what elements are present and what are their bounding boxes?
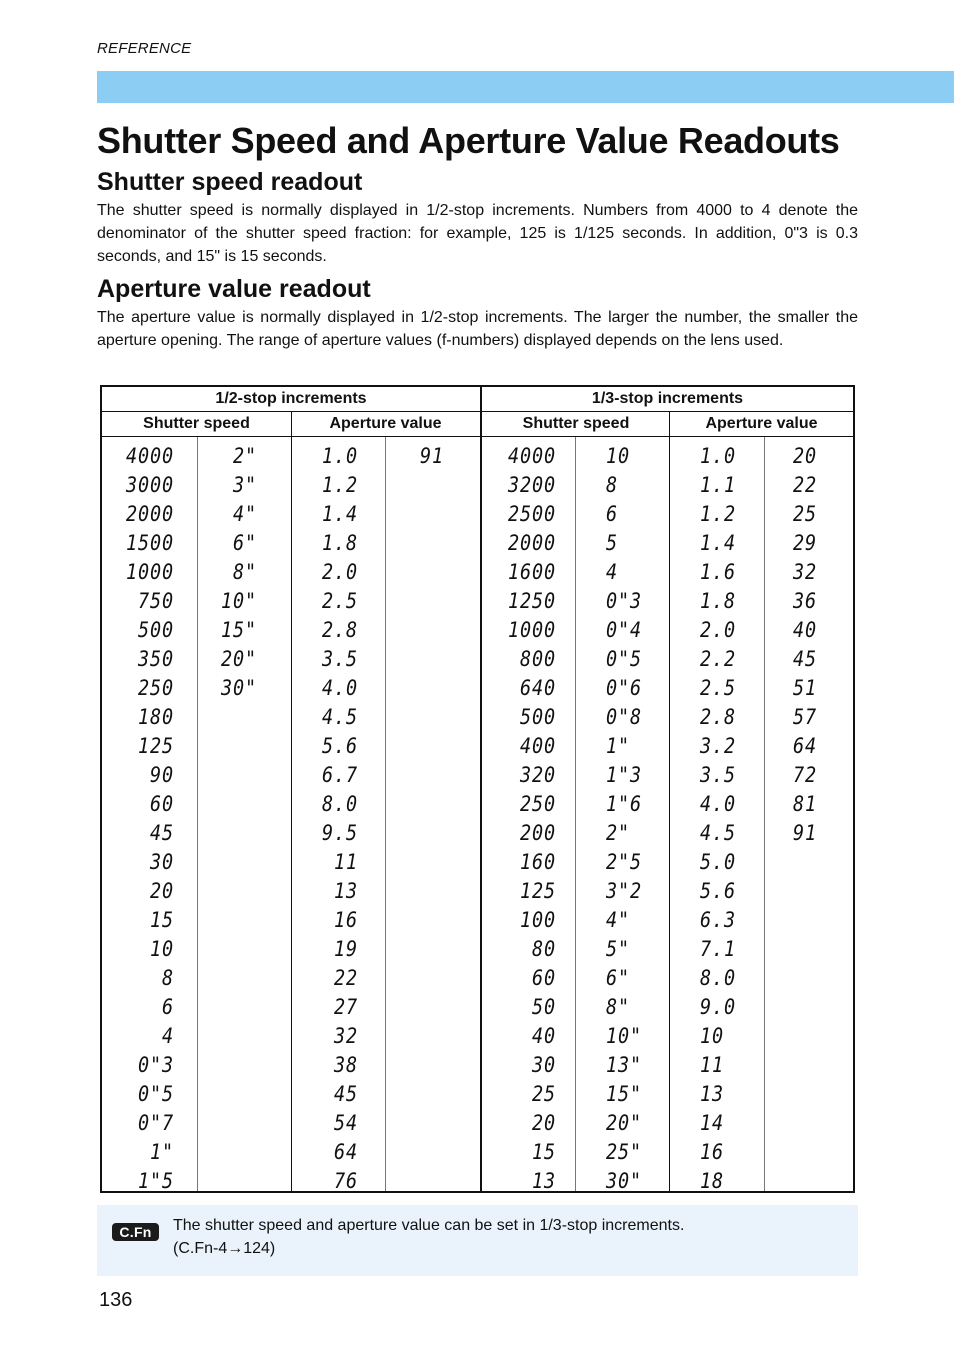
- third-shutter-value: 50: [531, 995, 556, 1019]
- group-header-half-stop: 1/2-stop increments: [215, 390, 367, 407]
- third-aperture-value: 5.0: [700, 850, 737, 874]
- half-aperture-column-2: [398, 442, 444, 471]
- half-shutter-value: 1": [149, 1140, 174, 1164]
- third-shutter-value: 1"6: [606, 792, 643, 816]
- half-aperture-column-1: [302, 442, 358, 1196]
- half-aperture-value: 32: [333, 1024, 358, 1048]
- third-aperture-value: 45: [793, 647, 818, 671]
- third-shutter-value: 1": [606, 734, 631, 758]
- divider-half-columns: [291, 412, 292, 1191]
- third-shutter-value: 0"4: [606, 618, 643, 642]
- third-aperture-value: 16: [700, 1140, 725, 1164]
- third-shutter-value: 25: [531, 1082, 556, 1106]
- third-shutter-value: 13": [606, 1053, 643, 1077]
- col-header-third-shutter: Shutter speed: [522, 415, 630, 432]
- half-shutter-value: 0"3: [137, 1053, 174, 1077]
- third-aperture-column-2: [793, 442, 845, 848]
- third-aperture-value: 5.6: [700, 879, 737, 903]
- third-aperture-value: 40: [793, 618, 818, 642]
- half-aperture-value: 2.8: [321, 618, 358, 642]
- half-shutter-value: 10": [220, 589, 257, 613]
- third-shutter-value: 0"5: [606, 647, 643, 671]
- third-shutter-value: 40: [531, 1024, 556, 1048]
- shutter-speed-heading: Shutter speed readout: [97, 168, 363, 196]
- half-aperture-value: 38: [333, 1053, 358, 1077]
- third-aperture-value: 72: [793, 763, 818, 787]
- half-aperture-value: 1.2: [321, 473, 358, 497]
- custom-function-note: [97, 1205, 858, 1276]
- third-shutter-value: 30": [606, 1169, 643, 1193]
- divider-third-columns: [669, 412, 670, 1191]
- half-shutter-value: 0"7: [137, 1111, 174, 1135]
- half-shutter-value: 60: [149, 792, 174, 816]
- col-header-half-shutter: Shutter speed: [143, 415, 250, 432]
- half-shutter-value: 1"5: [137, 1169, 174, 1193]
- third-shutter-value: 15": [606, 1082, 643, 1106]
- half-aperture-value: 27: [333, 995, 358, 1019]
- half-shutter-value: 1500: [125, 531, 174, 555]
- third-aperture-value: 64: [793, 734, 818, 758]
- third-shutter-value: 400: [519, 734, 556, 758]
- third-aperture-value: 2.2: [700, 647, 737, 671]
- divider-group: [480, 387, 482, 1191]
- half-aperture-value: 3.5: [321, 647, 358, 671]
- third-shutter-value: 1250: [507, 589, 556, 613]
- half-aperture-value: 9.5: [321, 821, 358, 845]
- third-aperture-value: 14: [700, 1111, 725, 1135]
- half-shutter-value: 125: [137, 734, 174, 758]
- half-shutter-value: 350: [137, 647, 174, 671]
- half-shutter-value: 20": [220, 647, 257, 671]
- half-shutter-value: 20: [149, 879, 174, 903]
- half-shutter-value: 30": [220, 676, 257, 700]
- third-aperture-value: 1.2: [700, 502, 737, 526]
- aperture-value-heading: Aperture value readout: [97, 275, 371, 303]
- section-label: REFERENCE: [97, 40, 192, 57]
- half-aperture-value: 8.0: [321, 792, 358, 816]
- third-aperture-value: 20: [793, 444, 818, 468]
- third-shutter-value: 8": [606, 995, 631, 1019]
- half-shutter-value: 180: [137, 705, 174, 729]
- half-aperture-value: 1.0: [321, 444, 358, 468]
- third-aperture-value: 1.6: [700, 560, 737, 584]
- third-aperture-value: 9.0: [700, 995, 737, 1019]
- half-aperture-value: 5.6: [321, 734, 358, 758]
- table-column-header-row: [102, 412, 853, 437]
- third-aperture-value: 29: [793, 531, 818, 555]
- half-shutter-value: 1000: [125, 560, 174, 584]
- readout-table: [100, 385, 855, 1193]
- half-aperture-value: 11: [333, 850, 358, 874]
- table-group-header-row: [102, 387, 853, 412]
- third-shutter-value: 200: [519, 821, 556, 845]
- half-aperture-value: 19: [333, 937, 358, 961]
- third-shutter-value: 2": [606, 821, 631, 845]
- third-shutter-value: 2"5: [606, 850, 643, 874]
- third-aperture-value: 6.3: [700, 908, 737, 932]
- third-shutter-value: 4: [606, 560, 619, 584]
- third-aperture-value: 4.0: [700, 792, 737, 816]
- third-shutter-value: 4": [606, 908, 631, 932]
- third-aperture-value: 25: [793, 502, 818, 526]
- third-shutter-value: 100: [519, 908, 556, 932]
- third-aperture-value: 10: [700, 1024, 725, 1048]
- third-aperture-value: 7.1: [700, 937, 737, 961]
- third-aperture-value: 2.5: [700, 676, 737, 700]
- third-shutter-value: 640: [519, 676, 556, 700]
- half-shutter-value: 10: [149, 937, 174, 961]
- third-shutter-value: 5: [606, 531, 619, 555]
- custom-function-icon: C.Fn: [112, 1223, 159, 1241]
- half-aperture-value: 2.5: [321, 589, 358, 613]
- third-aperture-value: 51: [793, 676, 818, 700]
- half-aperture-value: 13: [333, 879, 358, 903]
- note-text: [173, 1214, 813, 1260]
- third-shutter-value: 20": [606, 1111, 643, 1135]
- third-shutter-value: 250: [519, 792, 556, 816]
- third-shutter-value: 160: [519, 850, 556, 874]
- third-aperture-value: 8.0: [700, 966, 737, 990]
- half-shutter-value: 750: [137, 589, 174, 613]
- half-shutter-value: 6: [161, 995, 174, 1019]
- third-aperture-value: 3.2: [700, 734, 737, 758]
- half-aperture-value: 45: [333, 1082, 358, 1106]
- third-shutter-value: 30: [531, 1053, 556, 1077]
- third-aperture-value: 2.0: [700, 618, 737, 642]
- half-shutter-value: 3": [232, 473, 257, 497]
- third-shutter-value: 3200: [507, 473, 556, 497]
- third-aperture-value: 91: [793, 821, 818, 845]
- third-shutter-value: 15: [531, 1140, 556, 1164]
- half-shutter-value: 250: [137, 676, 174, 700]
- half-shutter-value: 15": [220, 618, 257, 642]
- half-shutter-value: 15: [149, 908, 174, 932]
- third-shutter-value: 60: [531, 966, 556, 990]
- col-header-half-aperture: Aperture value: [329, 415, 442, 432]
- note-text-line-2: (C.Fn-4→124): [173, 1240, 276, 1257]
- third-shutter-value: 10": [606, 1024, 643, 1048]
- third-shutter-value: 800: [519, 647, 556, 671]
- half-shutter-value: 3000: [125, 473, 174, 497]
- half-aperture-value: 2.0: [321, 560, 358, 584]
- third-shutter-value: 20: [531, 1111, 556, 1135]
- third-shutter-value: 10: [606, 444, 631, 468]
- third-shutter-value: 13: [531, 1169, 556, 1193]
- third-shutter-value: 80: [531, 937, 556, 961]
- half-shutter-value: 0"5: [137, 1082, 174, 1106]
- third-shutter-value: 125: [519, 879, 556, 903]
- third-shutter-value: 25": [606, 1140, 643, 1164]
- header-bar: [97, 71, 954, 103]
- col-header-third-aperture: Aperture value: [705, 415, 818, 432]
- third-aperture-value: 1.4: [700, 531, 737, 555]
- third-shutter-value: 1600: [507, 560, 556, 584]
- divider-half-aperture-sub: [385, 437, 386, 1191]
- third-shutter-value: 5": [606, 937, 631, 961]
- third-aperture-value: 1.8: [700, 589, 737, 613]
- third-shutter-value: 4000: [507, 444, 556, 468]
- third-aperture-value: 18: [700, 1169, 725, 1193]
- half-shutter-value: 2000: [125, 502, 174, 526]
- divider-third-aperture-sub: [764, 437, 765, 1191]
- half-aperture-value: 4.5: [321, 705, 358, 729]
- third-shutter-value: 2500: [507, 502, 556, 526]
- third-aperture-column-1: [700, 442, 756, 1196]
- third-aperture-value: 57: [793, 705, 818, 729]
- divider-third-shutter-sub: [575, 437, 576, 1191]
- half-shutter-column-1: [110, 442, 174, 1196]
- note-text-line-1: The shutter speed and aperture value can be set in 1/3-stop increments.: [173, 1217, 685, 1234]
- third-shutter-value: 6": [606, 966, 631, 990]
- third-aperture-value: 2.8: [700, 705, 737, 729]
- half-shutter-value: 2": [232, 444, 257, 468]
- third-shutter-value: 1"3: [606, 763, 643, 787]
- half-shutter-value: 500: [137, 618, 174, 642]
- half-shutter-value: 4": [232, 502, 257, 526]
- third-aperture-value: 22: [793, 473, 818, 497]
- third-aperture-value: 36: [793, 589, 818, 613]
- half-aperture-value: 54: [333, 1111, 358, 1135]
- third-aperture-value: 1.0: [700, 444, 737, 468]
- half-aperture-value: 64: [333, 1140, 358, 1164]
- third-shutter-value: 0"3: [606, 589, 643, 613]
- half-shutter-value: 8: [161, 966, 174, 990]
- half-aperture-value: 1.8: [321, 531, 358, 555]
- third-shutter-value: 6: [606, 502, 619, 526]
- third-aperture-value: 32: [793, 560, 818, 584]
- third-aperture-value: 1.1: [700, 473, 737, 497]
- aperture-value-description: The aperture value is normally displayed in 1/2-stop increments. The larger the number, the smaller the aperture opening. The range of aperture values (f-numbers) displayed depends on the lens used.: [97, 309, 858, 349]
- third-shutter-value: 320: [519, 763, 556, 787]
- third-shutter-value: 0"8: [606, 705, 643, 729]
- half-shutter-value: 90: [149, 763, 174, 787]
- half-shutter-value: 6": [232, 531, 257, 555]
- half-aperture-value: 91: [419, 444, 444, 468]
- page-number: 136: [99, 1289, 133, 1311]
- half-aperture-value: 22: [333, 966, 358, 990]
- group-header-third-stop: 1/3-stop increments: [591, 390, 744, 407]
- third-aperture-value: 4.5: [700, 821, 737, 845]
- page-title: Shutter Speed and Aperture Value Readouts: [97, 120, 840, 161]
- half-shutter-column-2: [205, 442, 257, 703]
- third-shutter-value: 8: [606, 473, 619, 497]
- half-aperture-value: 6.7: [321, 763, 358, 787]
- third-shutter-value: 3"2: [606, 879, 643, 903]
- third-shutter-value: 0"6: [606, 676, 643, 700]
- half-shutter-value: 4000: [125, 444, 174, 468]
- third-shutter-value: 2000: [507, 531, 556, 555]
- shutter-speed-description: The shutter speed is normally displayed in 1/2-stop increments. Numbers from 4000 to 4 denote the denominator of the shutter speed fraction: for example, 125 is 1/125 seconds. In addition, 0"3 is 0.3 seconds, and 15" is 15 seconds.: [97, 202, 858, 265]
- third-aperture-value: 3.5: [700, 763, 737, 787]
- half-aperture-value: 16: [333, 908, 358, 932]
- half-aperture-value: 4.0: [321, 676, 358, 700]
- half-aperture-value: 76: [333, 1169, 358, 1193]
- half-shutter-value: 8": [232, 560, 257, 584]
- divider-half-shutter-sub: [197, 437, 198, 1191]
- third-shutter-column-1: [492, 442, 556, 1196]
- third-aperture-value: 13: [700, 1082, 725, 1106]
- half-shutter-value: 45: [149, 821, 174, 845]
- half-shutter-value: 30: [149, 850, 174, 874]
- third-shutter-value: 1000: [507, 618, 556, 642]
- half-shutter-value: 4: [161, 1024, 174, 1048]
- half-aperture-value: 1.4: [321, 502, 358, 526]
- third-shutter-column-2: [606, 442, 662, 1196]
- third-aperture-value: 11: [700, 1053, 725, 1077]
- third-shutter-value: 500: [519, 705, 556, 729]
- third-aperture-value: 81: [793, 792, 818, 816]
